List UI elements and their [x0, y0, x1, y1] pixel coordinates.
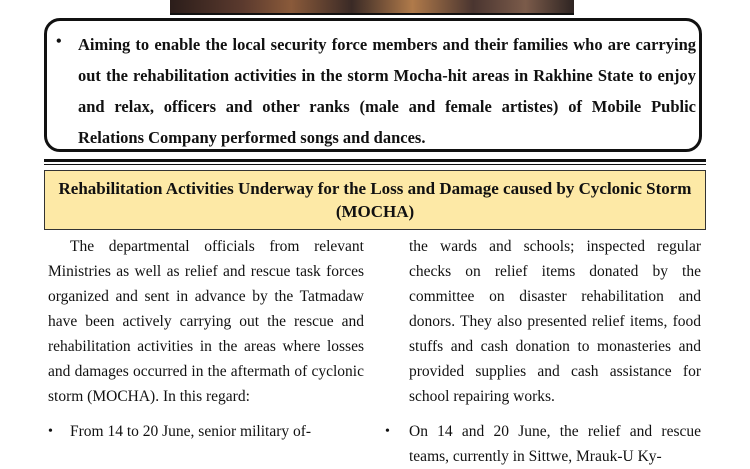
- right-paragraph: the wards and schools; inspected regular checks on relief items donated by the committee on disaster rehabilitation and donors. They also presented relief items, food stuffs and cash donation to monasteries and provided supplies and cash assistance for school repairing works.: [409, 238, 701, 405]
- article-column-left: [48, 234, 364, 444]
- caption-bullet: •: [56, 33, 62, 50]
- left-bullet-text: From 14 to 20 June, senior military of-: [70, 423, 312, 440]
- article-heading: Rehabilitation Activities Underway for the Loss and Damage caused by Cyclonic Storm (MOCHA): [58, 179, 692, 221]
- right-bullet-text: On 14 and 20 June, the relief and rescue teams, currently in Sittwe, Mrauk-U Ky-: [409, 423, 701, 465]
- right-bullet-item: [385, 419, 701, 469]
- article-heading-box: [44, 170, 706, 230]
- bullet-mark: •: [385, 424, 390, 439]
- bullet-mark: •: [48, 424, 53, 439]
- article-column-right: [385, 234, 701, 469]
- left-bullet-item: [48, 419, 364, 444]
- section-divider-thick: [44, 159, 706, 162]
- section-divider-thin: [44, 164, 706, 165]
- news-photo: [170, 0, 574, 15]
- left-paragraph: The departmental officials from relevant Ministries as well as relief and rescue task forces organized and sent in advance by the Tatmadaw have been actively carrying out the rescue and rehabilitation activities in the areas where losses and damages occurred in the aftermath of cyclonic storm (MOCHA). In this regard:: [48, 238, 364, 405]
- photo-caption-text: Aiming to enable the local security force members and their families who are carrying out the rehabilitation activities in the storm Mocha-hit areas in Rakhine State to enjoy and relax, officers and other ranks (male and female artistes) of Mobile Public Relations Company performed songs and dances.: [78, 35, 696, 147]
